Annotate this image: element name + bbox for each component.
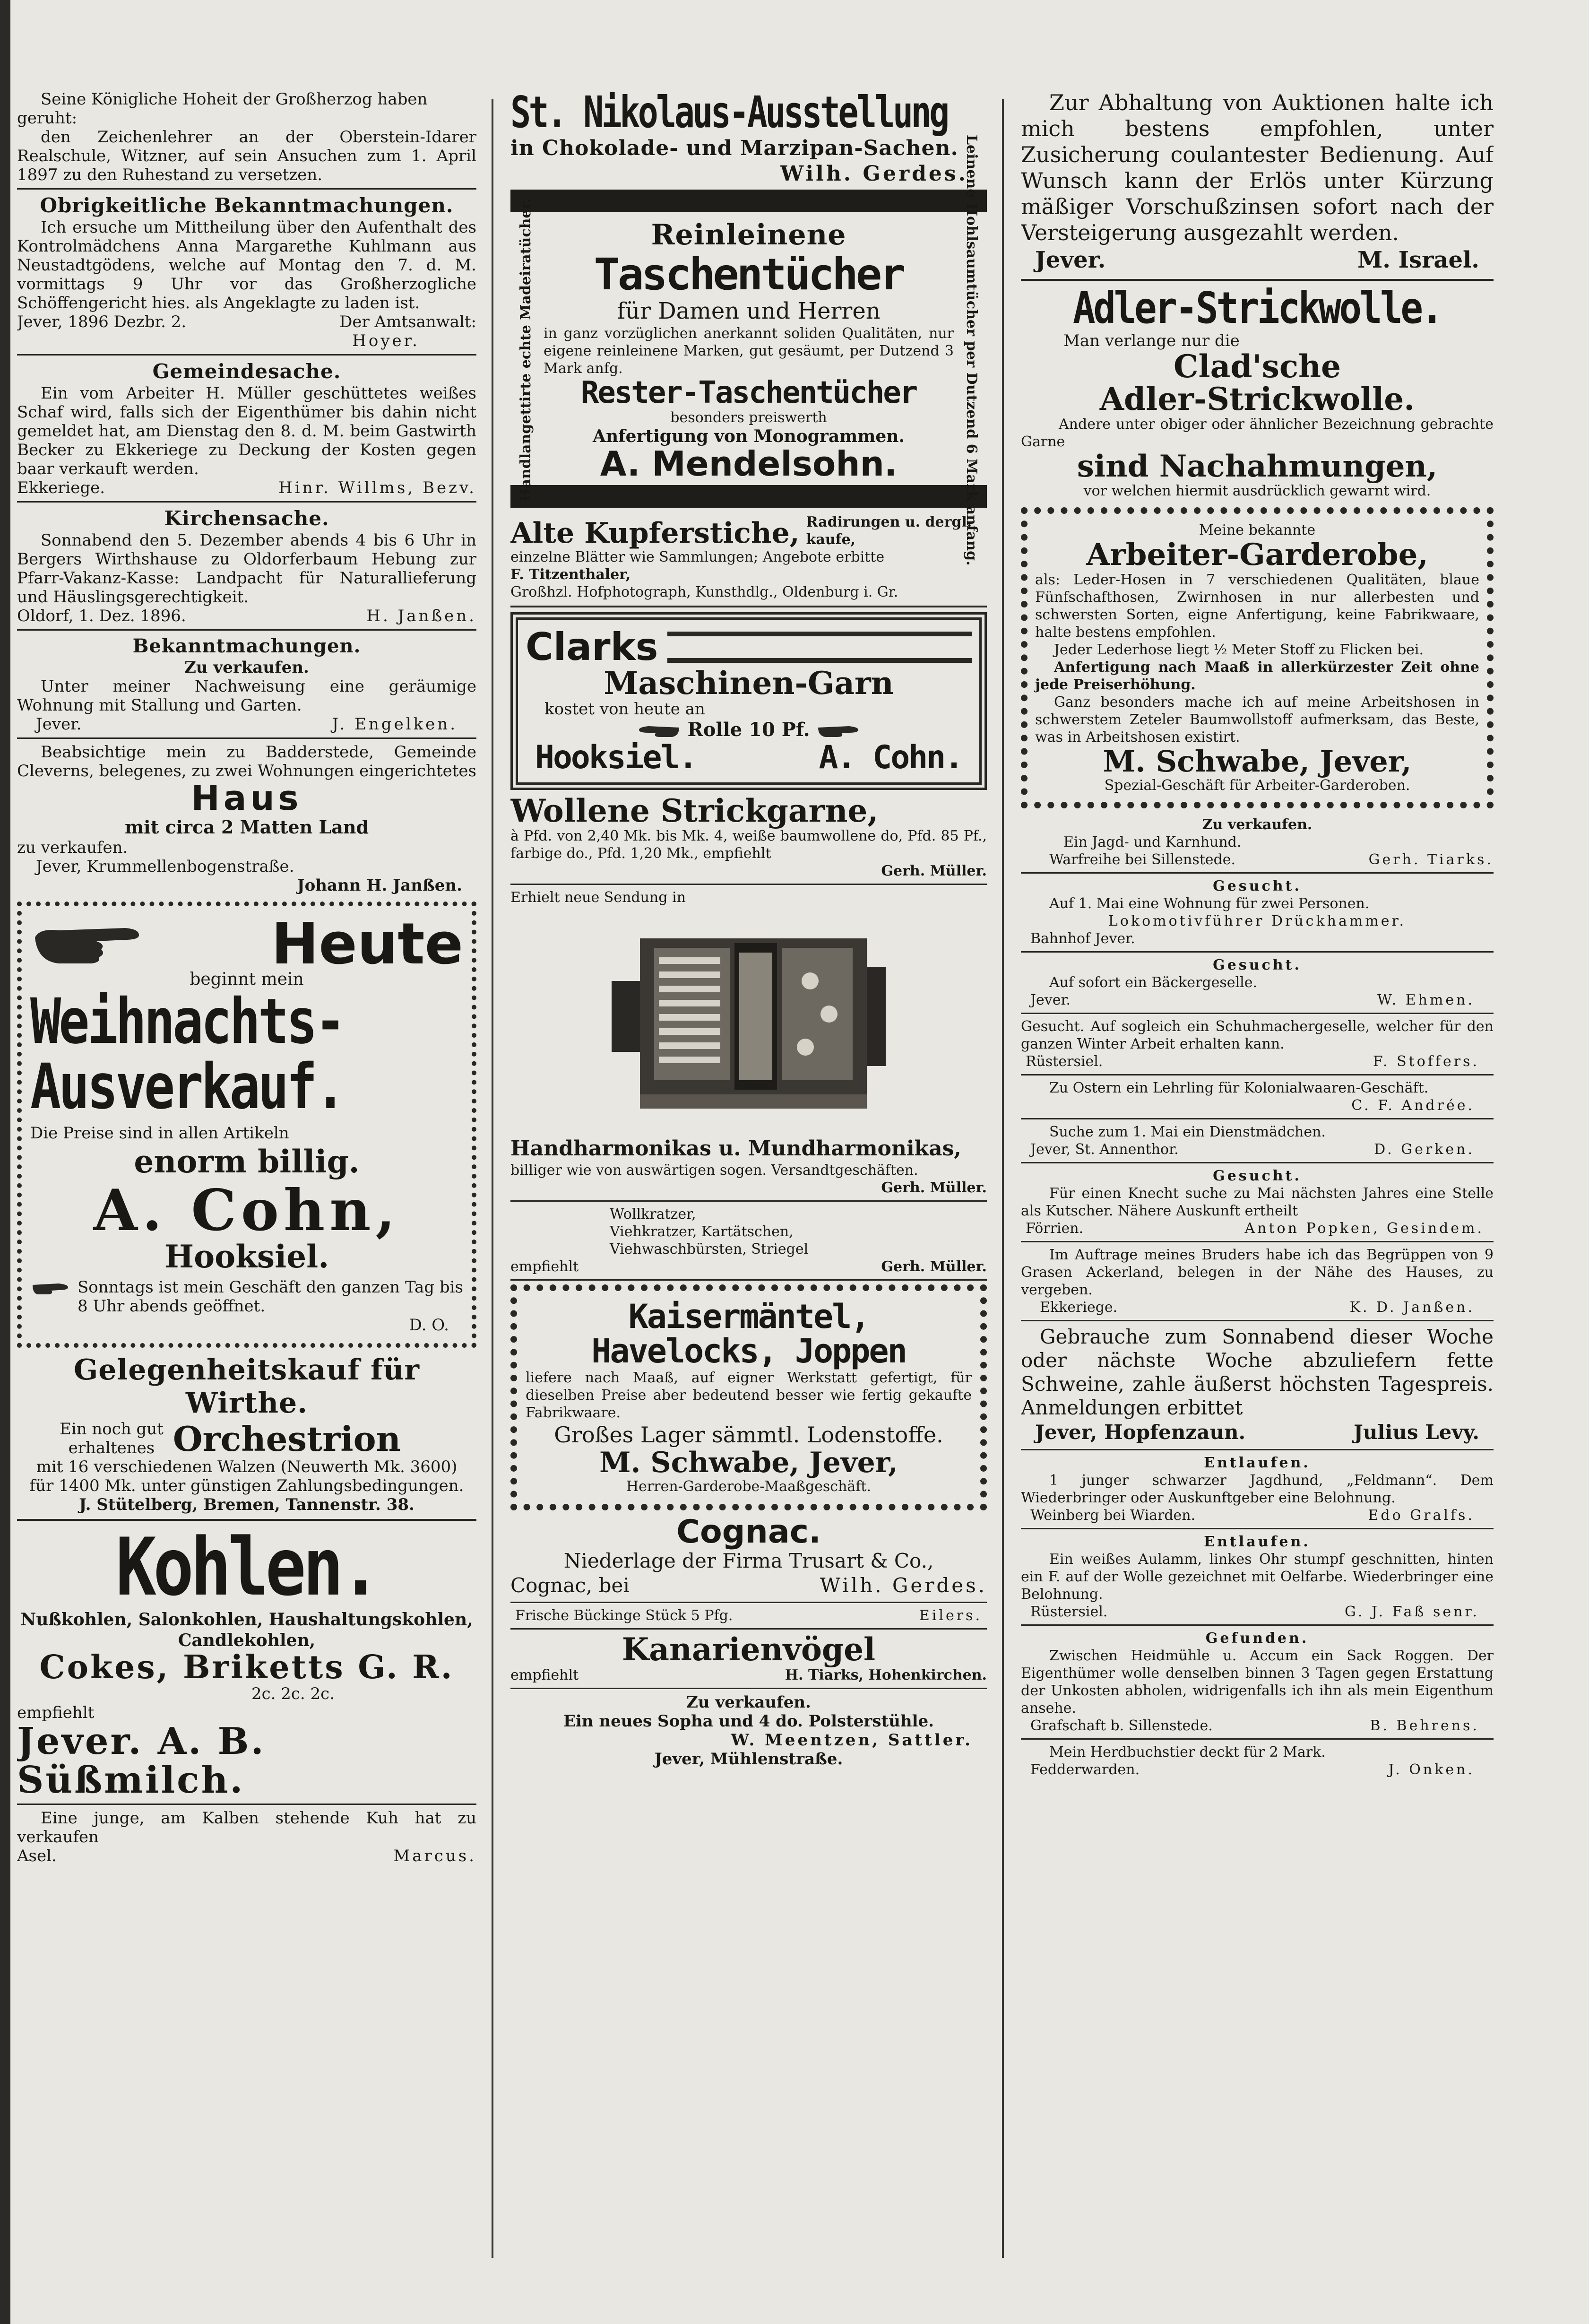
place: Jever. <box>36 715 82 734</box>
signature: B. Behrens. <box>1370 1717 1479 1734</box>
subheading: Gesucht. <box>1213 877 1302 894</box>
heading: Obrigkeitliche Bekanntmachungen. <box>40 194 454 217</box>
text: Gebrauche zum Sonnabend dieser Woche oder nächste Woche abzuliefern fette Schweine, zahle äußerst höchsten Tagespreis. Anmeldungen erbittet <box>1021 1325 1494 1419</box>
place: Jever. <box>1030 991 1071 1008</box>
divider <box>1021 951 1494 953</box>
text: Radirungen u. dergl. <box>806 513 972 530</box>
ad-gemeinde <box>17 359 476 497</box>
text: kaufe, <box>806 531 856 548</box>
text: Zur Abhaltung von Auktionen halte ich mich bestens empfohlen, unter Zusicherung coulantester Bedienung. Auf Wunsch kann der Erlös unter Kürzung mäßiger Vorschußzinsen sofort nach der Versteigerung ausgezahlt werden. <box>1021 90 1494 245</box>
divider <box>510 1628 987 1630</box>
signature: Lokomotivführer Drückhammer. <box>1108 912 1407 929</box>
text: Die Preise sind in allen Artikeln <box>30 1123 289 1143</box>
strickgarne-title: Wollene Strickgarne, <box>510 792 879 829</box>
ad-dienstmaedchen <box>1021 1123 1494 1158</box>
place: Asel. <box>17 1846 57 1865</box>
signature: W. Meentzen, Sattler. <box>731 1730 973 1750</box>
divider <box>1021 872 1494 874</box>
ad-kohlen <box>17 1521 476 1802</box>
divider <box>17 501 476 503</box>
ad-kupferstiche <box>510 513 987 601</box>
ad-sopha <box>510 1693 987 1769</box>
signature: H. Tiarks, Hohenkirchen. <box>785 1666 987 1683</box>
divider <box>510 884 987 885</box>
adler-title: Adler-Strickwolle. <box>1072 283 1442 333</box>
ad-israel <box>1021 90 1494 274</box>
billig-title: enorm billig. <box>134 1143 360 1180</box>
divider <box>17 629 476 631</box>
ad-herdbuch <box>1021 1743 1494 1778</box>
text: in ganz vorzüglichen anerkannt soliden Qualitäten, nur eigene reinleinene Marken, gut gesäumt, per Dutzend 3 Mark anfg. <box>544 325 954 377</box>
text: billiger wie von auswärtigen sogen. Versandtgeschäften. <box>510 1162 918 1179</box>
column-rule <box>1002 99 1004 2258</box>
text: Zu Ostern ein Lehrling für Kolonialwaaren-Geschäft. <box>1049 1079 1429 1096</box>
signature: Hoyer. <box>352 331 420 350</box>
text: Sonntags ist mein Geschäft den ganzen Tag bis 8 Uhr abends geöffnet. <box>78 1278 463 1316</box>
column-middle <box>510 90 987 2272</box>
text: mit circa 2 Matten Land <box>124 816 369 838</box>
hooksiel-title: Hooksiel. <box>164 1238 329 1275</box>
signature: Hinr. Willms, Bezv. <box>278 478 476 497</box>
ad-kaisermaentel <box>510 1284 987 1510</box>
text: Herren-Garderobe-Maaßgeschäft. <box>626 1478 872 1495</box>
text: Eine junge, am Kalben stehende Kuh hat zu verkaufen <box>17 1808 476 1847</box>
ad-knecht <box>1021 1167 1494 1237</box>
place: Fedderwarden. <box>1030 1761 1140 1778</box>
text: Beabsichtige mein zu Badderstede, Gemeinde Cleverns, belegenes, zu zwei Wohnungen eingerichtetes <box>17 743 476 780</box>
divider <box>17 354 476 356</box>
garn-title: Maschinen-Garn <box>604 664 894 702</box>
ad-lehrling <box>1021 1079 1494 1114</box>
signature: Julius Levy. <box>1354 1420 1479 1444</box>
text: Spezial-Geschäft für Arbeiter-Garderoben. <box>1104 777 1410 794</box>
divider <box>1021 1241 1494 1242</box>
ad-nikolaus <box>510 90 987 187</box>
signature: Johann H. Janßen. <box>297 876 462 895</box>
signature: Gerh. Tiarks. <box>1368 851 1494 868</box>
divider <box>510 1688 987 1689</box>
list-item: Viehwaschbürsten, Striegel <box>610 1240 809 1257</box>
suessmilch-title: Jever. A. B. Süßmilch. <box>17 1720 266 1802</box>
text: Auf 1. Mai eine Wohnung für zwei Personen. <box>1049 895 1370 912</box>
text: beginnt mein <box>190 969 304 989</box>
text: empfiehlt <box>510 1666 579 1683</box>
orchestrion-title: Orchestrion <box>173 1418 401 1459</box>
signature: Marcus. <box>393 1846 476 1865</box>
side-text-right: Leinene Hohlsaumtücher per Dutzend 6 Mark anfang. <box>963 134 980 566</box>
haus-title: Haus <box>191 778 302 818</box>
divider <box>1021 1320 1494 1321</box>
subheading: Entlaufen. <box>1204 1454 1311 1471</box>
text: für Damen und Herren <box>617 298 881 325</box>
ad-cognac <box>510 1515 987 1598</box>
text: Cognac, bei <box>510 1574 630 1597</box>
divider <box>1021 1528 1494 1529</box>
adler-strickwolle-title: Adler-Strickwolle. <box>1099 380 1415 417</box>
text: in Chokolade- und Marzipan-Sachen. <box>510 136 959 160</box>
address: Jever, Krummellenbogenstraße. <box>36 857 294 876</box>
pointing-hand-icon <box>30 919 148 971</box>
text: liefere nach Maaß, auf eigner Werkstatt gefertigt, für dieselben Preise aber bedeutend besser wie fertig gekaufte Fabrikwaare. <box>526 1369 972 1421</box>
text: empfiehlt <box>510 1258 579 1275</box>
kohlen-title: Kohlen. <box>115 1521 378 1614</box>
text: empfiehlt <box>17 1703 95 1723</box>
ad-kanarien <box>510 1633 987 1683</box>
text: Ich ersuche um Mittheilung über den Aufenthalt des Kontrolmädchens Anna Margarethe Kuhlmann aus Neustadtgödens, welche auf Montag den 7. d. M. vormittags 9 Uhr vor das Großherzogliche Schöffengericht hies. als Angeklagte zu laden ist. <box>17 218 476 312</box>
rester-title: Rester-Taschentücher <box>580 375 917 411</box>
subheading: Entlaufen. <box>1204 1533 1311 1550</box>
ad-gefunden <box>1021 1630 1494 1734</box>
signature: F. Titzenthaler, <box>510 566 631 583</box>
signature: D. Gerken. <box>1374 1141 1475 1158</box>
side-text-left: Handlangettirte echte Madeiratücher. <box>518 198 534 502</box>
divider <box>17 737 476 739</box>
text: Man verlange nur die <box>1063 331 1240 350</box>
heute-title: Heute <box>271 911 463 977</box>
ad-buecking <box>510 1607 987 1624</box>
place: Jever, 1896 Dezbr. 2. <box>17 312 187 331</box>
signature: Edo Gralfs. <box>1368 1507 1475 1524</box>
ad-ackerland <box>1021 1246 1494 1316</box>
signature: Gerh. Müller. <box>881 1258 987 1275</box>
signature: M. Israel. <box>1357 247 1479 273</box>
pointing-hand-icon <box>30 1278 73 1297</box>
ad-obrigkeitlich <box>17 193 476 350</box>
text: vor welchen hiermit ausdrücklich gewarnt wird. <box>1083 483 1431 500</box>
column-right <box>1021 90 1494 2272</box>
column-rule <box>492 99 493 2258</box>
text: Zwischen Heidmühle u. Accum ein Sack Roggen. Der Eigenthümer wolle denselben binnen 3 Tagen gegen Erstattung der Unkosten abholen, widrigenfalls ich ihn als mein Eigenthum ansehe. <box>1021 1647 1494 1717</box>
ad-adler <box>1021 283 1494 500</box>
text: geruht: <box>17 109 78 128</box>
heading: Gelegenheitskauf für Wirthe. <box>73 1353 420 1420</box>
ad-groszherzog <box>17 90 476 184</box>
heading: Kirchensache. <box>164 507 329 530</box>
signature: Wilh. Gerdes. <box>820 1574 987 1597</box>
text: Reinleinene <box>651 218 846 251</box>
ad-entlaufen-hund <box>1021 1454 1494 1524</box>
place: Rüstersiel. <box>1026 1053 1103 1070</box>
signature: Wilh. Gerdes. <box>780 161 968 186</box>
cohn-title: A. Cohn, <box>93 1177 400 1244</box>
weihnachts-title: Weihnachts- <box>30 985 344 1058</box>
text: Niederlage der Firma Trusart & Co., <box>563 1549 934 1573</box>
signature: Gerh. Müller. <box>881 862 987 879</box>
ad-clarks <box>510 612 987 790</box>
text: 1 junger schwarzer Jagdhund, „Feldmann“. Dem Wiederbringer oder Auskunftgeber eine Belohnung. <box>1021 1472 1494 1506</box>
signature: J. Engelken. <box>332 715 458 734</box>
place: Jever, St. Annenthor. <box>1030 1141 1179 1158</box>
subheading: Zu verkaufen. <box>1202 816 1313 833</box>
text: Anfertigung nach Maaß in allerkürzester Zeit ohne jede Preiserhöhung. <box>1035 659 1479 693</box>
place: Oldorf, 1. Dez. 1896. <box>17 607 186 625</box>
ad-wollkratzer <box>510 1205 987 1275</box>
text: mit 16 verschiedenen Walzen (Neuwerth Mk. 3600) <box>36 1457 458 1477</box>
divider <box>17 188 476 190</box>
subheading: Gesucht. <box>1213 1167 1302 1184</box>
signature: G. J. Faß senr. <box>1344 1603 1479 1620</box>
text: kostet von heute an <box>544 700 705 719</box>
text: Auf sofort ein Bäckergeselle. <box>1049 974 1257 991</box>
text: Anfertigung von Monogrammen. <box>593 426 905 447</box>
text: 2c. 2c. 2c. <box>251 1684 335 1704</box>
text: Ein weißes Aulamm, linkes Ohr stumpf geschnitten, hinten ein F. auf der Wolle gezeichnet mit Oelfarbe. Wiederbringer eine Belohnung. <box>1021 1551 1494 1603</box>
text: Frische Bückinge Stück 5 Pfg. <box>515 1607 733 1624</box>
havelocks-title: Havelocks, Joppen <box>591 1332 906 1371</box>
text: Gesucht. Auf sogleich ein Schuhmachergeselle, welcher für den ganzen Winter Arbeit erhalten kann. <box>1021 1018 1494 1052</box>
taschentuecher-title: Taschentücher <box>594 249 904 300</box>
text: Andere unter obiger oder ähnlicher Bezeichnung gebrachte Garne <box>1021 416 1494 451</box>
signature: Eilers. <box>919 1607 982 1624</box>
divider <box>510 1279 987 1281</box>
ad-gesucht-baecker <box>1021 956 1494 1009</box>
list-item: Viehkratzer, Kartätschen, <box>610 1223 794 1240</box>
text: Mein Herdbuchstier deckt für 2 Mark. <box>1049 1743 1326 1760</box>
ad-entlaufen-lamm <box>1021 1533 1494 1621</box>
ad-strickgarne <box>510 792 987 880</box>
ausverkauf-title: Ausverkauf. <box>30 1050 344 1124</box>
divider <box>1021 1013 1494 1014</box>
place: Bahnhof Jever. <box>1030 930 1135 947</box>
text: Nußkohlen, Salonkohlen, Haushaltungskohlen, Candlekohlen, <box>20 1609 473 1650</box>
text: den Zeichenlehrer an der Oberstein-Idarer Realschule, Witzner, auf sein Ansuchen zum 1. April 1897 zu den Ruhestand zu versetzen. <box>17 128 476 184</box>
ad-gelegenheitskauf <box>17 1353 476 1514</box>
text: Suche zum 1. Mai ein Dienstmädchen. <box>1049 1123 1326 1140</box>
text: Großhzl. Hofphotograph, Kunsthdlg., Oldenburg i. Gr. <box>510 583 898 600</box>
kanarien-title: Kanarienvögel <box>622 1631 876 1668</box>
divider <box>1021 1162 1494 1163</box>
ad-gesucht-wohnung <box>1021 877 1494 947</box>
text: Sonnabend den 5. Dezember abends 4 bis 6 Uhr in Bergers Wirthshause zu Oldorferbaum Hebung zur Pfarr-Vakanz-Kasse: Landpacht für Naturallieferung und Häuslingsgerechtigkeit. <box>17 531 476 607</box>
text: Meine bekannte <box>1199 522 1316 539</box>
ad-arbeiter-garderobe <box>1021 507 1494 808</box>
place: Ekkeriege. <box>17 478 105 497</box>
heading: Gemeindesache. <box>152 360 341 383</box>
text: erhaltenes <box>68 1439 155 1458</box>
price: Rolle 10 Pf. <box>687 719 810 741</box>
black-bar <box>510 485 987 508</box>
arbeiter-title: Arbeiter-Garderobe, <box>1086 537 1428 573</box>
text: à Pfd. von 2,40 Mk. bis Mk. 4, weiße baumwollene do, Pfd. 85 Pf., farbige do., Pfd. 1,20 Mk., empfiehlt <box>510 827 987 862</box>
pointing-hand-icon <box>625 720 682 739</box>
kupfer-title: Alte Kupferstiche, <box>510 516 800 550</box>
signature: H. Janßen. <box>366 607 476 625</box>
divider <box>1021 1074 1494 1075</box>
page-edge <box>0 0 10 2324</box>
text: Ein noch gut <box>60 1420 164 1439</box>
ad-gesucht-schuhmacher <box>1021 1018 1494 1070</box>
cokes-title: Cokes, Briketts G. R. <box>39 1648 454 1686</box>
ad-kirchen <box>17 506 476 625</box>
signature: Gerh. Müller. <box>881 1179 987 1196</box>
text: Erhielt neue Sendung in <box>510 889 686 906</box>
signature: F. Stoffers. <box>1373 1053 1479 1070</box>
divider <box>1021 1738 1494 1740</box>
address: Jever, Mühlenstraße. <box>654 1749 843 1769</box>
signature: J. Stütelberg, Bremen, Tannenstr. 38. <box>79 1495 415 1515</box>
text: für 1400 Mk. unter günstigen Zahlungsbedingungen. <box>29 1476 464 1496</box>
subheading: Gefunden. <box>1205 1630 1309 1647</box>
divider <box>510 1200 987 1202</box>
ad-heute-ausverkauf <box>17 902 476 1348</box>
signature: K. D. Janßen. <box>1349 1299 1475 1316</box>
place: Grafschaft b. Sillenstede. <box>1030 1717 1213 1734</box>
divider <box>510 606 987 607</box>
place: Ekkeriege. <box>1040 1299 1118 1316</box>
text: Jeder Lederhose liegt ½ Meter Stoff zu Flicken bei. <box>1054 641 1424 658</box>
place: Warfreihe bei Sillenstede. <box>1049 851 1236 868</box>
nachahmungen-title: sind Nachahmungen, <box>1077 449 1438 485</box>
text: Ein neues Sopha und 4 do. Polsterstühle. <box>563 1711 934 1731</box>
divider <box>1021 1624 1494 1626</box>
text: Ein vom Arbeiter H. Müller geschüttetes weißes Schaf wird, falls sich der Eigenthümer bis dahin nicht gemeldet hat, am Dienstag den 8. d. M. beim Gastwirth Becker zu Ekkeriege zu Deckung der Kosten gegen baar verkauft werden. <box>17 384 476 478</box>
subheading: Zu verkaufen. <box>686 1692 811 1712</box>
kaiser-title: Kaisermäntel, <box>628 1297 869 1336</box>
mendelsohn-title: A. Mendelsohn. <box>600 444 898 484</box>
divider <box>17 1804 476 1805</box>
cognac-title: Cognac. <box>676 1513 821 1551</box>
divider <box>1021 1118 1494 1119</box>
place: Förrien. <box>1026 1220 1084 1237</box>
ad-kuh <box>17 1809 476 1865</box>
subheading: Zu verkaufen. <box>184 658 309 677</box>
text: Großes Lager sämmtl. Lodenstoffe. <box>554 1422 943 1448</box>
text: Ganz besonders mache ich auf meine Arbeitshosen in schwerstem Zeteler Baumwollstoff aufmerksam, das Beste, was in Arbeitshosen existirt. <box>1035 694 1479 746</box>
subheading: Gesucht. <box>1213 956 1302 973</box>
text: Ein Jagd- und Karnhund. <box>1063 833 1242 850</box>
signature: J. Onken. <box>1388 1761 1475 1778</box>
text: Unter meiner Nachweisung eine geräumige Wohnung mit Stallung und Garten. <box>17 677 476 715</box>
text: als: Leder-Hosen in 7 verschiedenen Qualitäten, blaue Fünfschafthosen, Zwirnhosen in nur allerbesten und schwersten Sorten, eigne Anfertigung, keine Fabrikwaare, halte bestens empfohlen. <box>1035 571 1479 641</box>
signature: D. O. <box>409 1316 449 1335</box>
ad-schweine <box>1021 1325 1494 1445</box>
pointing-hand-icon <box>816 720 872 739</box>
text: Für einen Knecht suche zu Mai nächsten Jahres eine Stelle als Kutscher. Nähere Auskunft ertheilt <box>1021 1185 1494 1219</box>
divider <box>1021 1449 1494 1450</box>
text: Seine Königliche Hoheit der Großherzog haben <box>41 90 428 109</box>
clad-title: Clad'sche <box>1173 347 1341 385</box>
signature: C. F. Andrée. <box>1351 1097 1475 1114</box>
divider <box>510 1602 987 1603</box>
text: Im Auftrage meines Bruders habe ich das Begrüppen von 9 Grasen Ackerland, belegen in der Nähe des Hauses, zu vergeben. <box>1021 1246 1494 1298</box>
ad-bekanntmachungen <box>17 634 476 895</box>
divider <box>1021 279 1494 281</box>
decorative-bar <box>667 632 972 663</box>
place: Jever, Hopfenzaun. <box>1035 1420 1246 1444</box>
accordion-image <box>583 910 914 1132</box>
column-left <box>17 90 476 2272</box>
clarks-title: Clarks <box>526 624 658 669</box>
text: einzelne Blätter wie Sammlungen; Angebote erbitte <box>510 548 885 565</box>
signature: Anton Popken, Gesindem. <box>1244 1220 1484 1237</box>
text: besonders preiswerth <box>670 409 827 426</box>
list-item: Wollkratzer, <box>610 1205 696 1223</box>
ad-harmonikas <box>510 889 987 1197</box>
place: Weinberg bei Wiarden. <box>1030 1507 1196 1524</box>
place: Hooksiel. <box>535 739 697 777</box>
heading: Bekanntmachungen. <box>132 635 361 657</box>
schwabe-title: M. Schwabe, Jever, <box>599 1446 898 1479</box>
role: Der Amtsanwalt: <box>339 312 476 331</box>
text: zu verkaufen. <box>17 838 128 857</box>
place: Jever. <box>1035 247 1106 273</box>
black-bar <box>510 190 987 212</box>
nikolaus-title: St. Nikolaus-Ausstellung <box>510 90 948 138</box>
harmonika-title: Handharmonikas u. Mundharmonikas, <box>510 1136 961 1161</box>
place: Rüstersiel. <box>1030 1603 1108 1620</box>
ad-jagdhund <box>1021 816 1494 868</box>
signature: A. Cohn. <box>819 739 962 777</box>
signature: W. Ehmen. <box>1377 991 1475 1008</box>
schwabe-title: M. Schwabe, Jever, <box>1103 744 1412 779</box>
